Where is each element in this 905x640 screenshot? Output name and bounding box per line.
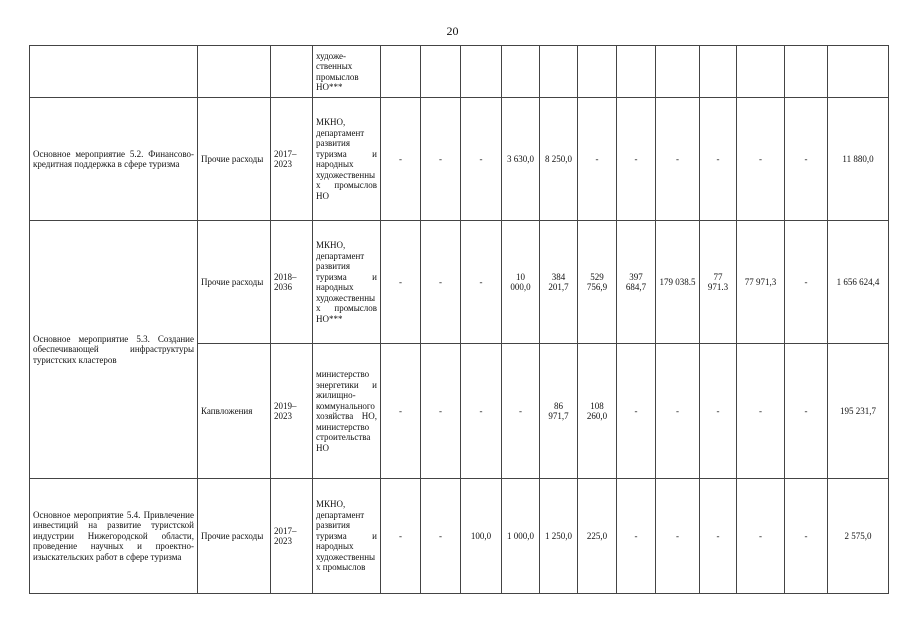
value-cell: - bbox=[700, 98, 737, 221]
value-cell: - bbox=[578, 98, 617, 221]
table-row bbox=[30, 479, 889, 594]
value-cell: - bbox=[381, 479, 421, 594]
value-cell: 384 201,7 bbox=[540, 221, 578, 344]
page-number: 20 bbox=[446, 24, 459, 38]
total-cell: 195 231,7 bbox=[828, 344, 889, 479]
total-cell bbox=[828, 46, 889, 98]
value-cell: - bbox=[421, 221, 461, 344]
value-cell bbox=[381, 46, 421, 98]
value-cell: - bbox=[461, 344, 502, 479]
value-cell: - bbox=[737, 479, 785, 594]
value-cell: - bbox=[656, 98, 700, 221]
value-cell bbox=[502, 46, 540, 98]
value-cell: 77 971,3 bbox=[737, 221, 785, 344]
value-cell: - bbox=[656, 344, 700, 479]
value-cell: 108 260,0 bbox=[578, 344, 617, 479]
total-cell: 1 656 624,4 bbox=[828, 221, 889, 344]
value-cell: - bbox=[737, 98, 785, 221]
value-cell bbox=[656, 46, 700, 98]
value-cell: 1 000,0 bbox=[502, 479, 540, 594]
value-cell: - bbox=[461, 98, 502, 221]
period-cell: 2018–2036 bbox=[271, 221, 313, 344]
value-cell bbox=[540, 46, 578, 98]
executor-cell: МКНО, департамент развития туризма и народных художественных промыслов НО bbox=[313, 98, 381, 221]
value-cell: 77 971.3 bbox=[700, 221, 737, 344]
value-cell: - bbox=[785, 221, 828, 344]
value-cell: - bbox=[700, 479, 737, 594]
value-cell: - bbox=[737, 344, 785, 479]
value-cell: 529 756,9 bbox=[578, 221, 617, 344]
funding-source-cell bbox=[198, 46, 271, 98]
funding-source-cell: Прочие расходы bbox=[198, 98, 271, 221]
value-cell bbox=[785, 46, 828, 98]
funding-source-cell: Прочие расходы bbox=[198, 479, 271, 594]
value-cell: - bbox=[656, 479, 700, 594]
value-cell: - bbox=[381, 98, 421, 221]
measure-name-cell: Основное мероприятие 5.2. Финансово-кредитная поддержка в сфере туризма bbox=[30, 98, 198, 221]
value-cell bbox=[578, 46, 617, 98]
value-cell: 86 971,7 bbox=[540, 344, 578, 479]
value-cell: 179 038.5 bbox=[656, 221, 700, 344]
value-cell: - bbox=[381, 221, 421, 344]
value-cell: 10 000,0 bbox=[502, 221, 540, 344]
value-cell: - bbox=[785, 479, 828, 594]
total-cell: 11 880,0 bbox=[828, 98, 889, 221]
value-cell bbox=[461, 46, 502, 98]
value-cell: - bbox=[617, 479, 656, 594]
executor-cell: министерство энергетики и жилищно-коммунального хозяйства НО, министерство строительства НО bbox=[313, 344, 381, 479]
value-cell: 8 250,0 bbox=[540, 98, 578, 221]
total-cell: 2 575,0 bbox=[828, 479, 889, 594]
value-cell bbox=[700, 46, 737, 98]
executor-cell: МКНО, департамент развития туризма и народных художественных промыслов НО*** bbox=[313, 221, 381, 344]
period-cell: 2019–2023 bbox=[271, 344, 313, 479]
funding-source-cell: Капвложения bbox=[198, 344, 271, 479]
value-cell: 3 630,0 bbox=[502, 98, 540, 221]
table-row bbox=[30, 98, 889, 221]
table-row bbox=[30, 221, 889, 344]
executor-cell: МКНО, департамент развития туризма и народных художественных промыслов bbox=[313, 479, 381, 594]
value-cell: 225,0 bbox=[578, 479, 617, 594]
value-cell: - bbox=[785, 344, 828, 479]
value-cell: - bbox=[785, 98, 828, 221]
value-cell: - bbox=[700, 344, 737, 479]
value-cell bbox=[617, 46, 656, 98]
value-cell: - bbox=[421, 344, 461, 479]
value-cell bbox=[737, 46, 785, 98]
value-cell: - bbox=[617, 344, 656, 479]
period-cell: 2017–2023 bbox=[271, 479, 313, 594]
value-cell: 1 250,0 bbox=[540, 479, 578, 594]
value-cell: - bbox=[421, 479, 461, 594]
value-cell: - bbox=[617, 98, 656, 221]
table-row bbox=[30, 46, 889, 98]
budget-table bbox=[29, 45, 889, 594]
measure-name-cell bbox=[30, 46, 198, 98]
measure-name-cell: Основное мероприятие 5.4. Привлечение инвестиций на развитие туристской индустрии Нижегородской области, проведение научных и проектно-изыскательских работ в сфере туризма bbox=[30, 479, 198, 594]
value-cell: - bbox=[381, 344, 421, 479]
value-cell: 397 684,7 bbox=[617, 221, 656, 344]
value-cell bbox=[421, 46, 461, 98]
funding-source-cell: Прочие расходы bbox=[198, 221, 271, 344]
value-cell: - bbox=[421, 98, 461, 221]
executor-cell: художественных промыслов НО*** bbox=[313, 46, 381, 98]
value-cell: - bbox=[461, 221, 502, 344]
value-cell: - bbox=[502, 344, 540, 479]
value-cell: 100,0 bbox=[461, 479, 502, 594]
measure-name-cell: Основное мероприятие 5.3. Создание обеспечивающей инфраструктуры туристских кластеров bbox=[30, 221, 198, 479]
period-cell bbox=[271, 46, 313, 98]
period-cell: 2017–2023 bbox=[271, 98, 313, 221]
